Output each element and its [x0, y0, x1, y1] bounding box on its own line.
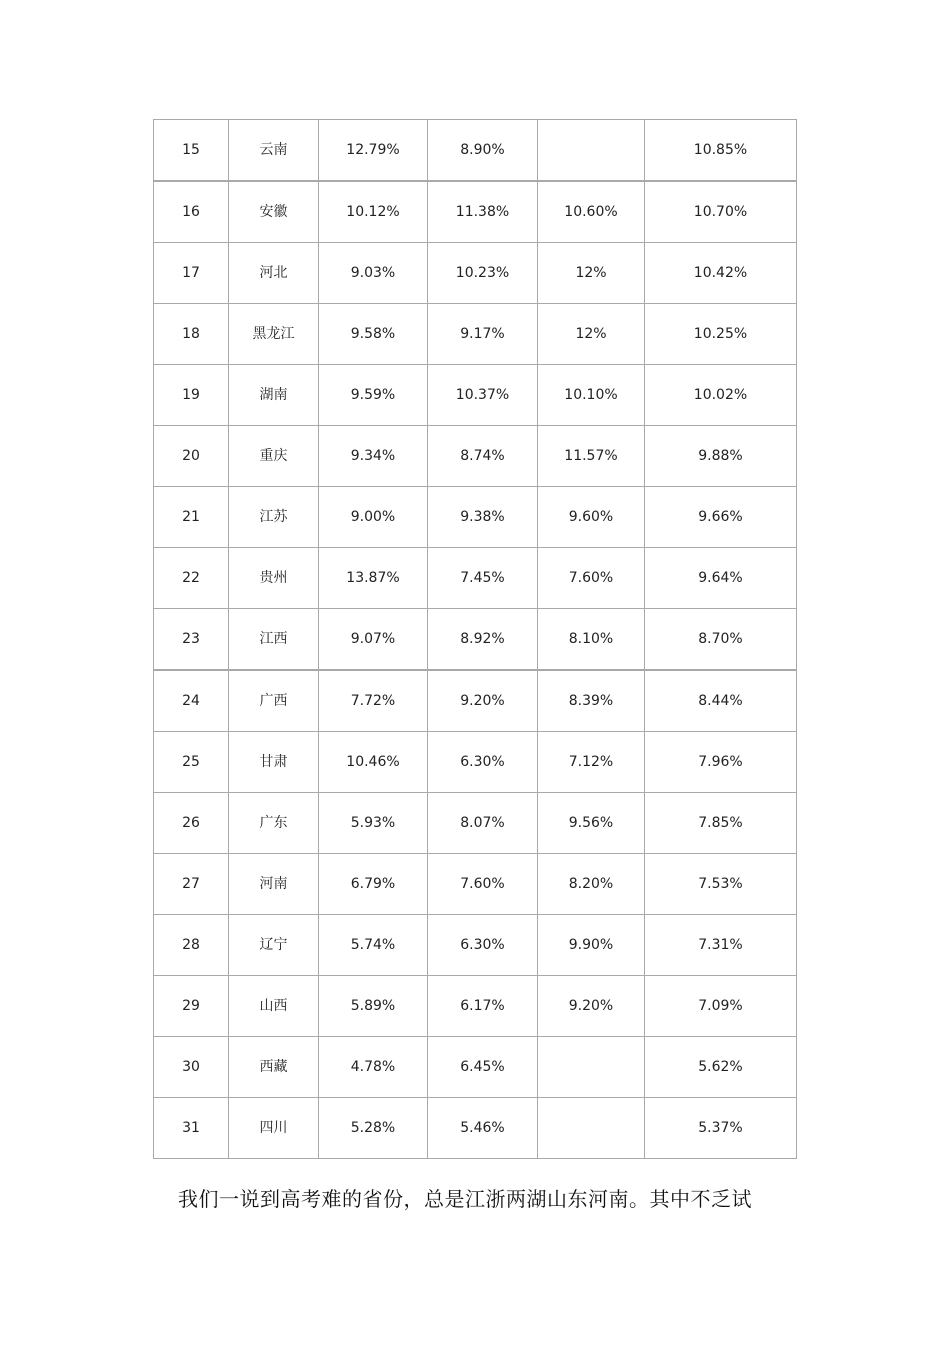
rate-cell-1: 9.59% [319, 365, 428, 426]
rate-cell-1: 5.28% [319, 1098, 428, 1159]
rate-cell-1: 6.79% [319, 854, 428, 915]
rate-cell-3: 11.57% [538, 426, 645, 487]
rate-cell-3: 8.39% [538, 670, 645, 732]
rate-cell-3: 12% [538, 243, 645, 304]
rank-cell: 19 [154, 365, 229, 426]
average-cell: 8.44% [645, 670, 797, 732]
ranking-table-body [154, 120, 797, 1159]
body-paragraph: 我们一说到高考难的省份，总是江浙两湖山东河南。其中不乏试 [178, 1187, 752, 1211]
average-cell: 9.64% [645, 548, 797, 609]
table-row [154, 365, 797, 426]
rate-cell-2: 6.17% [428, 976, 538, 1037]
province-cell: 河南 [229, 854, 319, 915]
average-cell: 9.88% [645, 426, 797, 487]
rank-cell: 22 [154, 548, 229, 609]
rate-cell-2: 9.20% [428, 670, 538, 732]
table-row [154, 854, 797, 915]
rate-cell-1: 9.07% [319, 609, 428, 671]
rank-cell: 26 [154, 793, 229, 854]
province-cell: 广东 [229, 793, 319, 854]
rank-cell: 28 [154, 915, 229, 976]
average-cell: 7.31% [645, 915, 797, 976]
table-row [154, 426, 797, 487]
rate-cell-3: 10.60% [538, 181, 645, 243]
rate-cell-3: 8.20% [538, 854, 645, 915]
province-cell: 辽宁 [229, 915, 319, 976]
average-cell: 7.96% [645, 732, 797, 793]
rate-cell-3: 12% [538, 304, 645, 365]
rate-cell-1: 13.87% [319, 548, 428, 609]
average-cell: 9.66% [645, 487, 797, 548]
rate-cell-3: 9.20% [538, 976, 645, 1037]
province-cell: 甘肃 [229, 732, 319, 793]
rank-cell: 30 [154, 1037, 229, 1098]
province-cell: 云南 [229, 120, 319, 182]
province-cell: 贵州 [229, 548, 319, 609]
province-cell: 湖南 [229, 365, 319, 426]
rate-cell-2: 8.74% [428, 426, 538, 487]
rate-cell-2: 9.17% [428, 304, 538, 365]
rate-cell-1: 12.79% [319, 120, 428, 182]
rate-cell-3: 9.56% [538, 793, 645, 854]
average-cell: 7.09% [645, 976, 797, 1037]
table-row [154, 1037, 797, 1098]
table-row [154, 732, 797, 793]
rate-cell-2: 9.38% [428, 487, 538, 548]
province-cell: 山西 [229, 976, 319, 1037]
rate-cell-3 [538, 1037, 645, 1098]
rank-cell: 27 [154, 854, 229, 915]
rate-cell-1: 5.93% [319, 793, 428, 854]
rate-cell-1: 5.89% [319, 976, 428, 1037]
rate-cell-1: 10.12% [319, 181, 428, 243]
province-cell: 江苏 [229, 487, 319, 548]
rate-cell-2: 7.60% [428, 854, 538, 915]
rate-cell-1: 5.74% [319, 915, 428, 976]
province-cell: 黑龙江 [229, 304, 319, 365]
rank-cell: 23 [154, 609, 229, 671]
table-row [154, 793, 797, 854]
rate-cell-3: 7.60% [538, 548, 645, 609]
rate-cell-3: 8.10% [538, 609, 645, 671]
rank-cell: 18 [154, 304, 229, 365]
table-row [154, 976, 797, 1037]
rate-cell-1: 9.34% [319, 426, 428, 487]
table-row [154, 120, 797, 182]
rank-cell: 25 [154, 732, 229, 793]
average-cell: 5.62% [645, 1037, 797, 1098]
rate-cell-2: 6.30% [428, 732, 538, 793]
rank-cell: 29 [154, 976, 229, 1037]
rank-cell: 21 [154, 487, 229, 548]
rate-cell-2: 11.38% [428, 181, 538, 243]
table-row [154, 304, 797, 365]
rate-cell-2: 10.23% [428, 243, 538, 304]
province-cell: 广西 [229, 670, 319, 732]
average-cell: 10.70% [645, 181, 797, 243]
rank-cell: 31 [154, 1098, 229, 1159]
rate-cell-3 [538, 1098, 645, 1159]
province-cell: 江西 [229, 609, 319, 671]
table-row [154, 609, 797, 671]
rate-cell-3: 9.90% [538, 915, 645, 976]
rate-cell-2: 8.90% [428, 120, 538, 182]
rank-cell: 17 [154, 243, 229, 304]
rank-cell: 24 [154, 670, 229, 732]
rate-cell-1: 9.00% [319, 487, 428, 548]
average-cell: 8.70% [645, 609, 797, 671]
average-cell: 10.85% [645, 120, 797, 182]
table-row [154, 487, 797, 548]
province-cell: 河北 [229, 243, 319, 304]
rate-cell-2: 8.07% [428, 793, 538, 854]
average-cell: 5.37% [645, 1098, 797, 1159]
rank-cell: 20 [154, 426, 229, 487]
average-cell: 7.85% [645, 793, 797, 854]
rate-cell-3: 9.60% [538, 487, 645, 548]
rank-cell: 16 [154, 181, 229, 243]
average-cell: 10.02% [645, 365, 797, 426]
table-row [154, 1098, 797, 1159]
rate-cell-3 [538, 120, 645, 182]
rate-cell-3: 10.10% [538, 365, 645, 426]
rate-cell-2: 6.45% [428, 1037, 538, 1098]
province-cell: 重庆 [229, 426, 319, 487]
rate-cell-1: 7.72% [319, 670, 428, 732]
rate-cell-2: 8.92% [428, 609, 538, 671]
table-row [154, 243, 797, 304]
rate-cell-1: 10.46% [319, 732, 428, 793]
rate-cell-2: 5.46% [428, 1098, 538, 1159]
province-cell: 安徽 [229, 181, 319, 243]
province-cell: 西藏 [229, 1037, 319, 1098]
rate-cell-2: 7.45% [428, 548, 538, 609]
table-row [154, 915, 797, 976]
average-cell: 10.42% [645, 243, 797, 304]
table-row [154, 181, 797, 243]
average-cell: 10.25% [645, 304, 797, 365]
rate-cell-1: 4.78% [319, 1037, 428, 1098]
rank-cell: 15 [154, 120, 229, 182]
province-cell: 四川 [229, 1098, 319, 1159]
ranking-table [153, 119, 797, 1159]
rate-cell-1: 9.03% [319, 243, 428, 304]
rate-cell-3: 7.12% [538, 732, 645, 793]
rate-cell-1: 9.58% [319, 304, 428, 365]
table-row [154, 548, 797, 609]
rate-cell-2: 6.30% [428, 915, 538, 976]
table-row [154, 670, 797, 732]
average-cell: 7.53% [645, 854, 797, 915]
rate-cell-2: 10.37% [428, 365, 538, 426]
